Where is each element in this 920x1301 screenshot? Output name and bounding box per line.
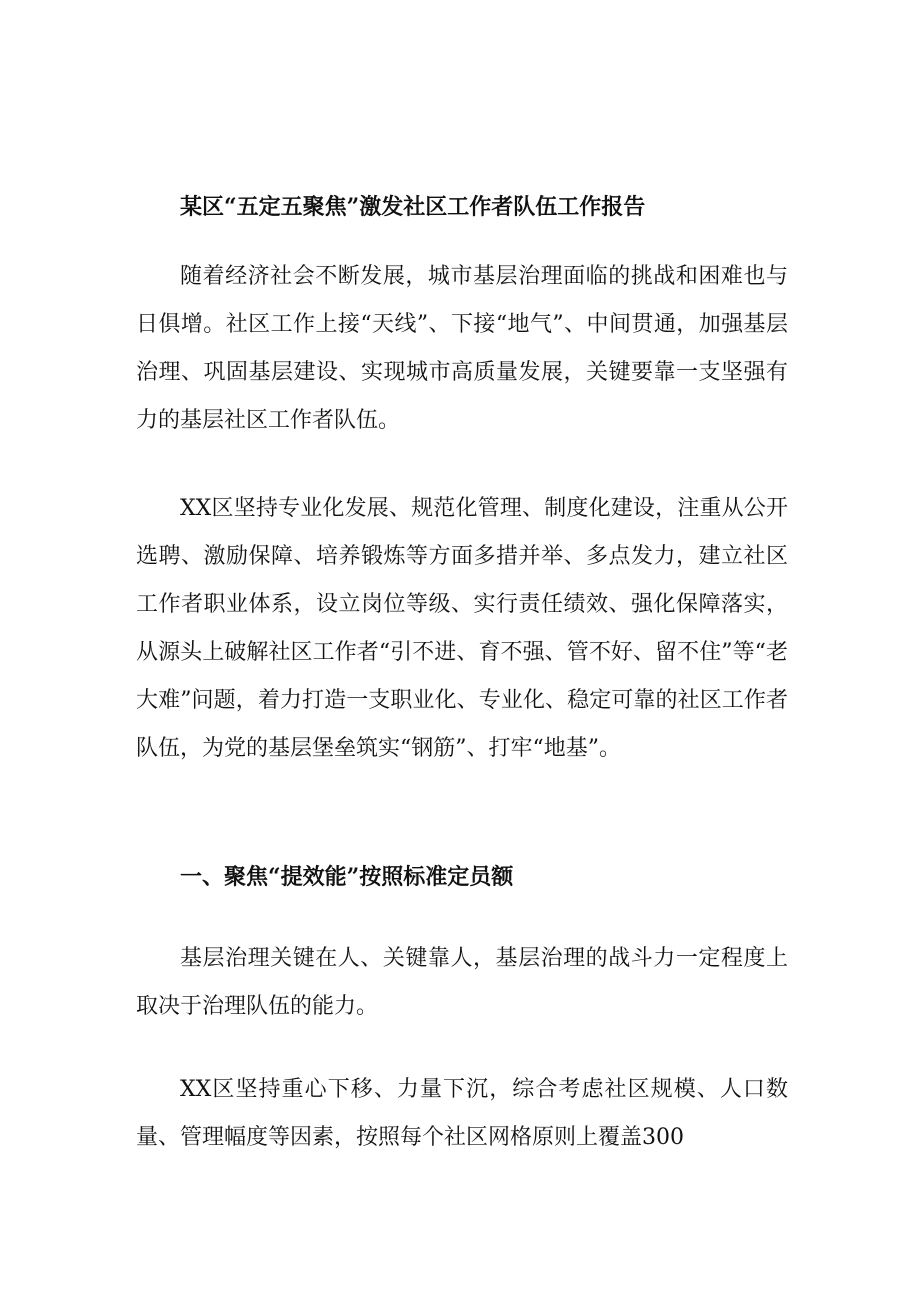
intro-paragraph-1: 随着经济社会不断发展，城市基层治理面临的挑战和困难也与日俱增。社区工作上接“天线”、下接“地气”、中间贯通，加强基层治理、巩固基层建设、实现城市高质量发展，关键要靠一支坚强有力的基层社区工作者队伍。	[136, 264, 788, 433]
section-heading-1: 一、聚焦“提效能”按照标准定员额	[180, 864, 514, 890]
section-1-paragraph-1: 基层治理关键在人、关键靠人，基层治理的战斗力一定程度上取决于治理队伍的能力。	[136, 946, 788, 1019]
section-1-paragraph-2: XX区坚持重心下移、力量下沉，综合考虑社区规模、人口数量、管理幅度等因素，按照每个社区网格原则上覆盖300	[136, 1077, 788, 1150]
intro-paragraph-2: XX区坚持专业化发展、规范化管理、制度化建设，注重从公开选聘、激励保障、培养锻炼等方面多措并举、多点发力，建立社区工作者职业体系，设立岗位等级、实行责任绩效、强化保障落实，从源头上破解社区工作者“引不进、育不强、管不好、留不住”等“老大难”问题，着力打造一支职业化、专业化、稳定可靠的社区工作者队伍，为党的基层堡垒筑实“钢筋”、打牢“地基”。	[136, 496, 788, 761]
document-title: 某区“五定五聚焦”激发社区工作者队伍工作报告	[180, 194, 646, 220]
